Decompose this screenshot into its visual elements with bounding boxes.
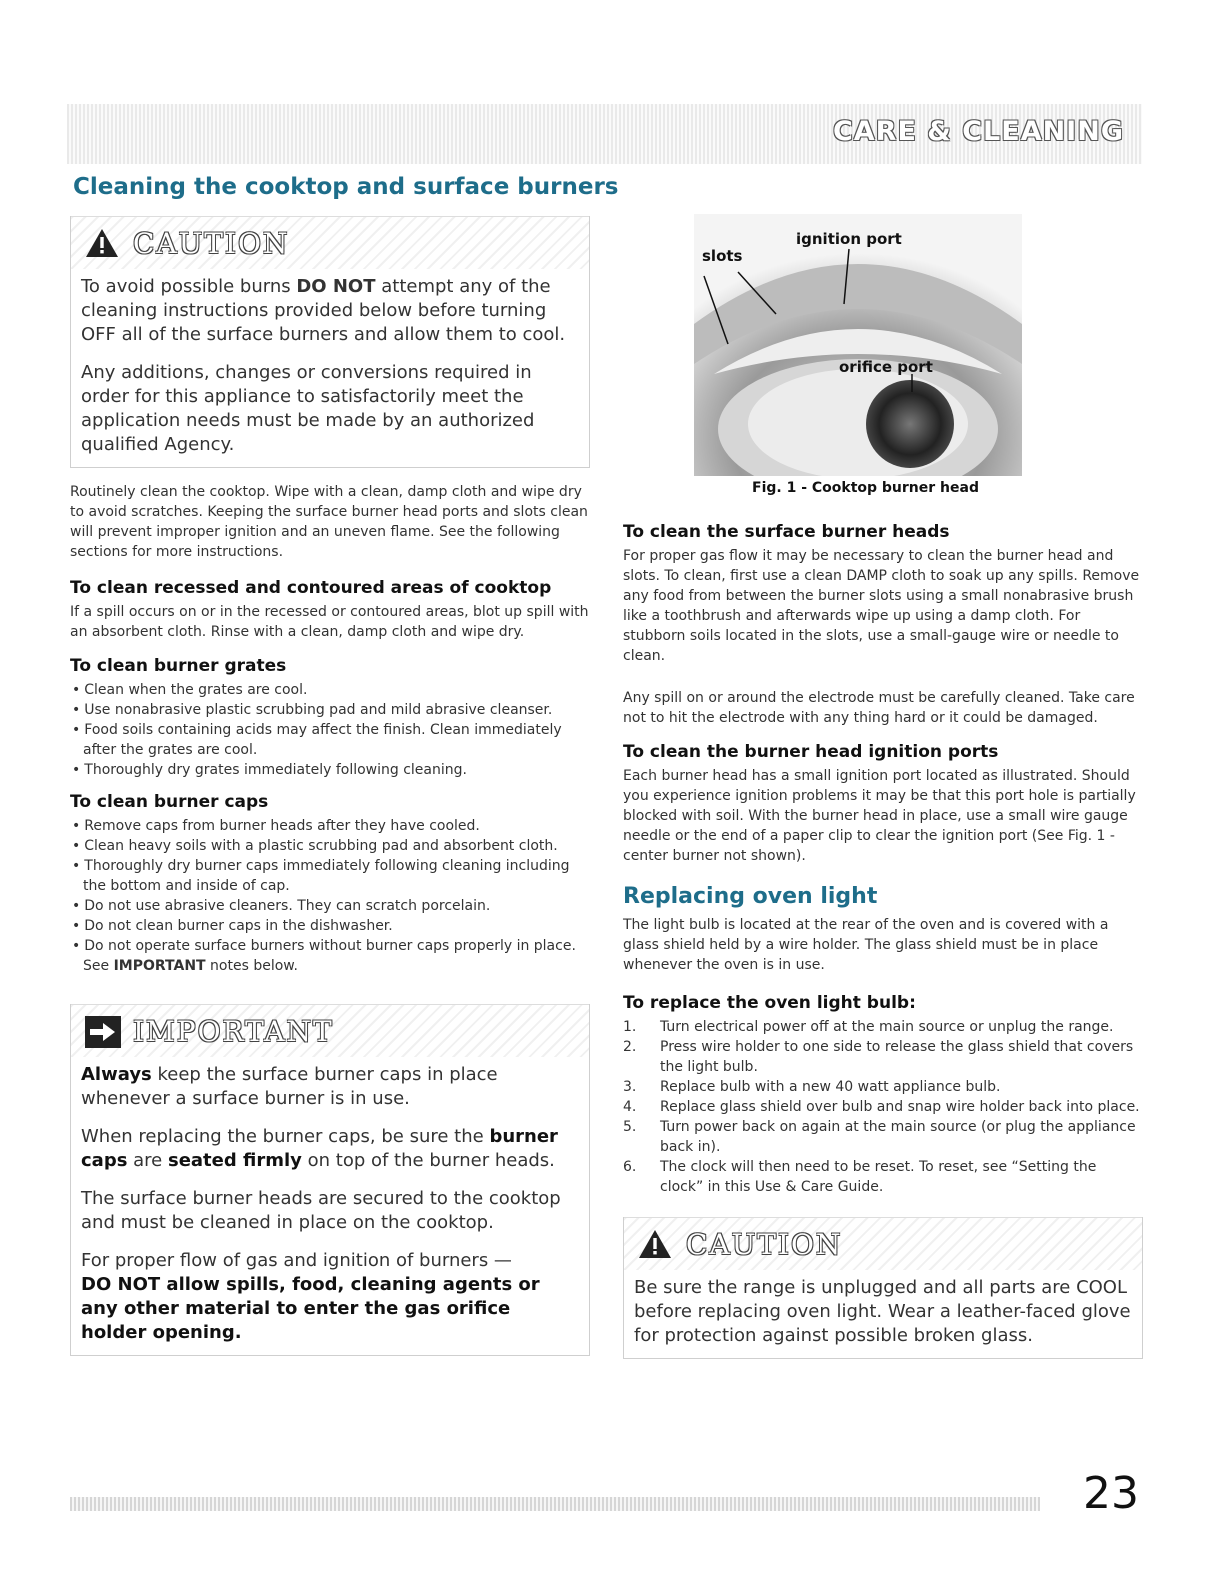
right-column [623,522,1143,1359]
list-item: 2. Press wire holder to one side to release the glass shield that covers the light bulb. [623,1039,1134,1075]
list-item: 3. Replace bulb with a new 40 watt appliance bulb. [623,1079,1001,1095]
warning-icon [638,1228,672,1260]
burner-heads-text-2: Any spill on or around the electrode must be carefully cleaned. Take care not to hit the electrode with any thing hard or it could be damaged. [623,690,1135,726]
label-ignition-port: ignition port [796,230,902,248]
intro-paragraph: Routinely clean the cooktop. Wipe with a clean, damp cloth and wipe dry to avoid scratches. Keeping the surface burner head ports and slots clean will prevent improper ignition and an uneven flame. See the following sections for more instructions. [70,484,588,560]
header-banner [67,104,1142,164]
important-paragraph-3: The surface burner heads are secured to the cooktop and must be cleaned in place on the cooktop. [81,1188,561,1233]
caution-body-2 [624,1270,1142,1358]
important-paragraph-2: When replacing the burner caps, be sure the burner caps are seated firmly on top of the burner heads. [81,1126,558,1171]
important-header [71,1004,589,1057]
oven-light-section [623,884,1143,1197]
oven-light-title: Replacing oven light [623,884,878,909]
important-body [71,1057,589,1355]
list-item: • Do not clean burner caps in the dishwasher. [70,916,590,936]
list-item: 4. Replace glass shield over bulb and snap wire holder back into place. [623,1099,1140,1115]
list-item: • Clean when the grates are cool. [70,680,590,700]
list-item: 1. Turn electrical power off at the main source or unplug the range. [623,1019,1114,1035]
left-column [70,216,590,1356]
burner-heads-text-1: For proper gas flow it may be necessary to clean the burner head and slots. To clean, first use a clean DAMP cloth to soak up any spills. Remove any food from between the burner slots using a small nonabrasive brush like a toothbrush and afterwards wipe up using a damp cloth. For stubborn soils located in the slots, use a small-gauge wire or needle to clean. [623,548,1140,664]
label-slots: slots [702,247,743,265]
page-number: 23 [1083,1468,1139,1519]
caution-paragraph-1: To avoid possible burns DO NOT attempt any of the cleaning instructions provided below before turning OFF all of the surface burners and allow them to cool. [81,276,566,345]
caution-label-2: CAUTION [686,1228,843,1261]
caps-list [70,816,590,976]
caution-box [70,216,590,468]
figure-caption: Fig. 1 - Cooktop burner head [752,480,979,496]
burner-heads-heading: To clean the surface burner heads [623,522,950,542]
list-item: • Thoroughly dry grates immediately following cleaning. [70,760,590,780]
list-item: • Clean heavy soils with a plastic scrubbing pad and absorbent cloth. [70,836,590,856]
list-item: • Thoroughly dry burner caps immediately following cleaning including the bottom and inside of cap. [70,856,590,896]
important-paragraph-4: For proper flow of gas and ignition of burners — DO NOT allow spills, food, cleaning agents or any other material to enter the gas orifice holder opening. [81,1250,540,1343]
ignition-ports-heading: To clean the burner head ignition ports [623,742,999,762]
important-paragraph-1: Always keep the surface burner caps in place whenever a surface burner is in use. [81,1064,498,1109]
caution-body [71,269,589,467]
caution-paragraph-2: Any additions, changes or conversions required in order for this appliance to satisfactorily meet the application needs must be made by an authorized qualified Agency. [81,362,535,455]
important-box [70,1004,590,1356]
list-item: • Do not operate surface burners without burner caps properly in place. See IMPORTANT notes below. [70,936,590,976]
list-item: • Remove caps from burner heads after they have cooled. [70,816,590,836]
burner-head-image [694,214,1022,476]
recessed-section [70,578,590,642]
section-title: Cleaning the cooktop and surface burners [73,174,619,200]
banner-title: CARE & CLEANING [832,116,1124,147]
caution-text-2: Be sure the range is unplugged and all parts are COOL before replacing oven light. Wear a leather-faced glove for protection against possible broken glass. [634,1277,1131,1346]
warning-icon [85,227,119,259]
recessed-heading: To clean recessed and contoured areas of cooktop [70,578,552,598]
list-item: • Use nonabrasive plastic scrubbing pad and mild abrasive cleanser. [70,700,590,720]
ignition-ports-text: Each burner head has a small ignition port located as illustrated. Should you experience ignition problems it may be that this port hole is partially blocked with soil. With the burner head in place, use a small wire gauge needle or the end of a paper clip to clear the ignition port (See Fig. 1 - center burner not shown). [623,768,1136,864]
list-item: 5. Turn power back on again at the main source (or plug the appliance back in). [623,1119,1136,1155]
grates-section [70,656,590,780]
footer-bar [70,1497,1040,1511]
grates-heading: To clean burner grates [70,656,287,676]
ignition-ports-section [623,742,1143,866]
replace-bulb-steps [623,1017,1143,1197]
grates-list [70,680,590,780]
caution-box-2 [623,1217,1143,1359]
caution-header-2 [624,1217,1142,1270]
recessed-text: If a spill occurs on or in the recessed or contoured areas, blot up spill with an absorbent cloth. Rinse with a clean, damp cloth and wipe dry. [70,604,589,640]
burner-heads-section [623,522,1143,728]
burner-figure [694,214,1022,476]
important-label: IMPORTANT [133,1015,334,1048]
replace-bulb-heading: To replace the oven light bulb: [623,993,916,1013]
list-item: • Food soils containing acids may affect the finish. Clean immediately after the grates are cool. [70,720,590,760]
caution-label: CAUTION [133,227,290,260]
caps-heading: To clean burner caps [70,792,269,812]
orifice-hole [866,380,954,468]
list-item: • Do not use abrasive cleaners. They can scratch porcelain. [70,896,590,916]
list-item: 6. The clock will then need to be reset. To reset, see “Setting the clock” in this Use & Care Guide. [623,1159,1097,1195]
caps-section [70,792,590,976]
caution-header [71,216,589,269]
oven-light-text: The light bulb is located at the rear of the oven and is covered with a glass shield held by a wire holder. The glass shield must be in place whenever the oven is in use. [623,917,1109,973]
label-orifice-port: orifice port [839,358,933,376]
arrow-right-icon [85,1016,121,1048]
